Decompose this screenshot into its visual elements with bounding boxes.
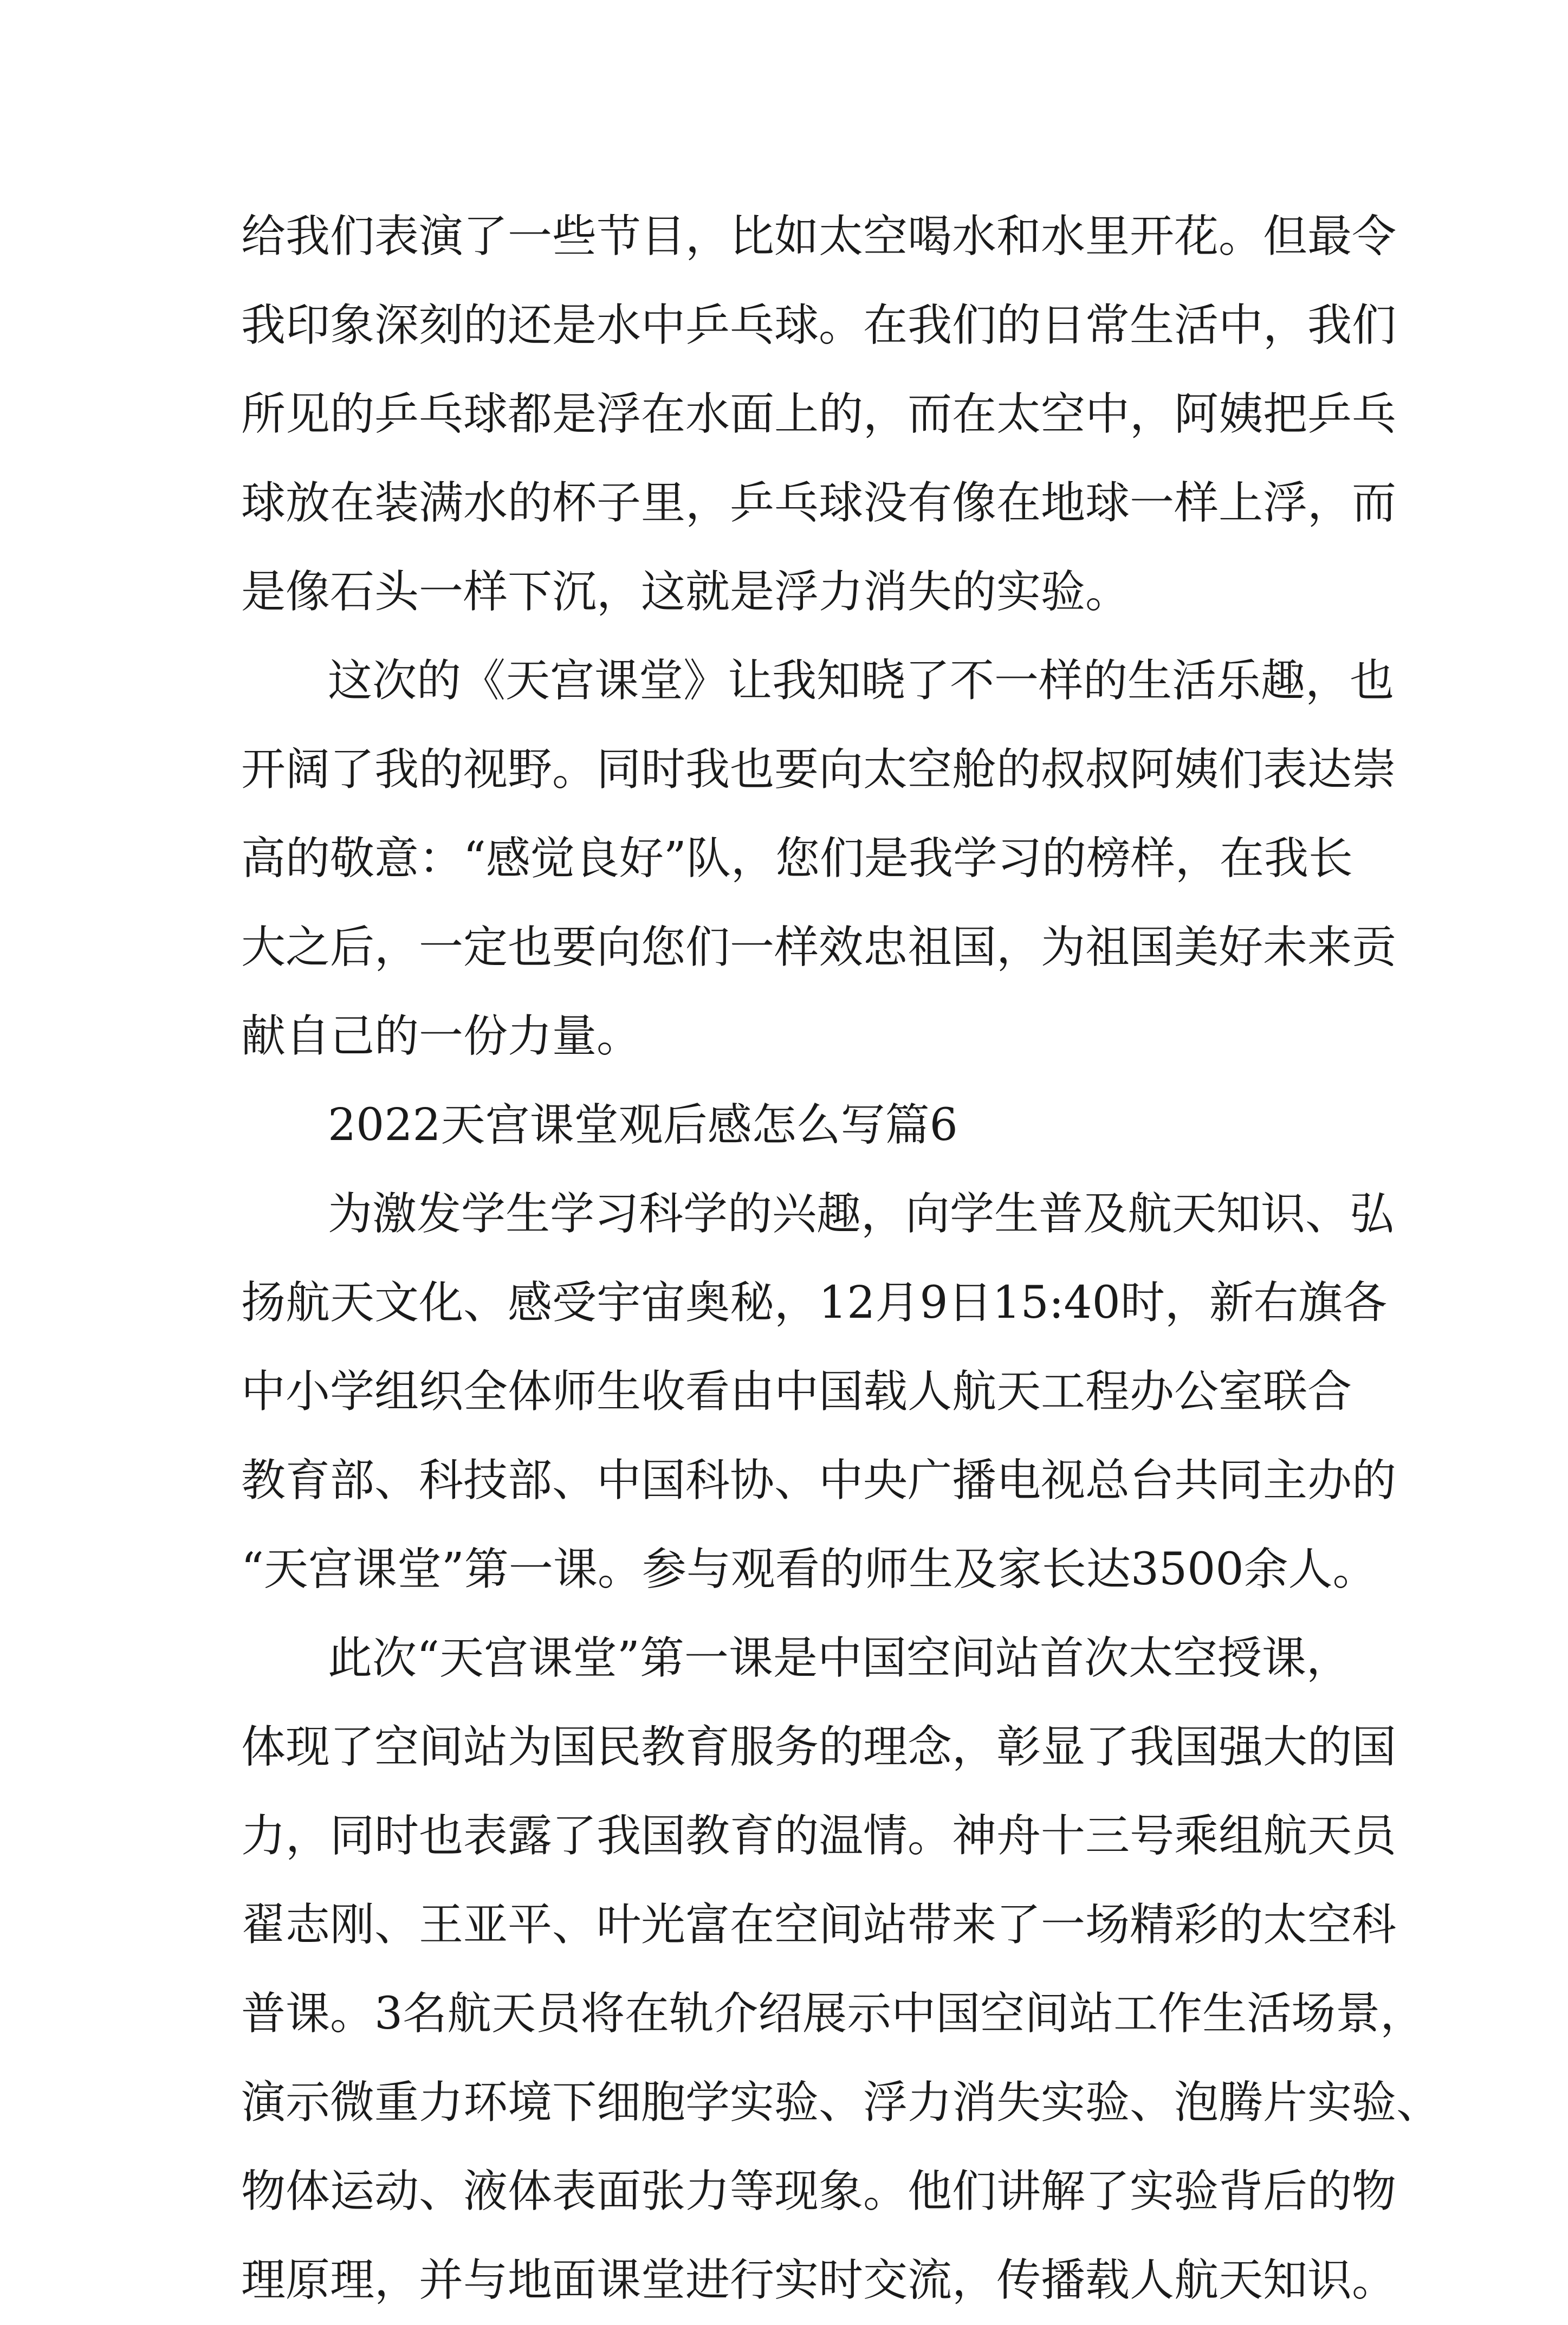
text-line: 我印象深刻的还是水中乒乓球。在我们的日常生活中，我们 bbox=[241, 300, 1397, 351]
text-line: 力，同时也表露了我国教育的温情。神舟十三号乘组航天员 bbox=[241, 1810, 1397, 1862]
text-line: 翟志刚、王亚平、叶光富在空间站带来了一场精彩的太空科 bbox=[241, 1899, 1397, 1951]
section-heading: 2022天宫课堂观后感怎么写篇6 bbox=[328, 1099, 958, 1151]
text-line: 扬航天文化、感受宇宙奥秘，12月9日15:40时，新右旗各 bbox=[241, 1277, 1387, 1329]
text-line: 开阔了我的视野。同时我也要向太空舱的叔叔阿姨们表达崇 bbox=[241, 744, 1397, 795]
text-line: 是像石头一样下沉，这就是浮力消失的实验。 bbox=[241, 566, 1130, 618]
text-line: 球放在装满水的杯子里，乒乓球没有像在地球一样上浮，而 bbox=[241, 477, 1397, 529]
text-line: “天宫课堂”第一课。参与观看的师生及家长达3500余人。 bbox=[241, 1544, 1377, 1595]
text-line: 所见的乒乓球都是浮在水面上的，而在太空中，阿姨把乒乓 bbox=[241, 388, 1397, 440]
document-body bbox=[241, 192, 1441, 2325]
text-line: 献自己的一份力量。 bbox=[241, 1011, 642, 1062]
text-line: 物体运动、液体表面张力等现象。他们讲解了实验背后的物 bbox=[241, 2166, 1397, 2217]
text-line: 教育部、科技部、中国科协、中央广播电视总台共同主办的 bbox=[241, 1455, 1397, 1506]
paragraph-start-line: 此次“天宫课堂”第一课是中国空间站首次太空授课， bbox=[328, 1633, 1351, 1684]
paragraph-start-line: 这次的《天宫课堂》让我知晓了不一样的生活乐趣，也 bbox=[328, 655, 1395, 707]
text-line: 普课。3名航天员将在轨介绍展示中国空间站工作生活场景， bbox=[241, 1988, 1425, 2039]
text-line: 大之后，一定也要向您们一样效忠祖国，为祖国美好未来贡 bbox=[241, 922, 1397, 973]
text-line: 体现了空间站为国民教育服务的理念，彰显了我国强大的国 bbox=[241, 1721, 1397, 1773]
paragraph-start-line: 为激发学生学习科学的兴趣，向学生普及航天知识、弘 bbox=[328, 1188, 1395, 1240]
text-line: 中小学组织全体师生收看由中国载人航天工程办公室联合 bbox=[241, 1366, 1352, 1417]
text-line: 高的敬意：“感觉良好”队，您们是我学习的榜样，在我长 bbox=[241, 833, 1353, 884]
text-line: 演示微重力环境下细胞学实验、浮力消失实验、泡腾片实验、 bbox=[241, 2077, 1441, 2128]
text-line: 理原理，并与地面课堂进行实时交流，传播载人航天知识。 bbox=[241, 2255, 1397, 2306]
text-line: 给我们表演了一些节目，比如太空喝水和水里开花。但最令 bbox=[241, 211, 1397, 262]
